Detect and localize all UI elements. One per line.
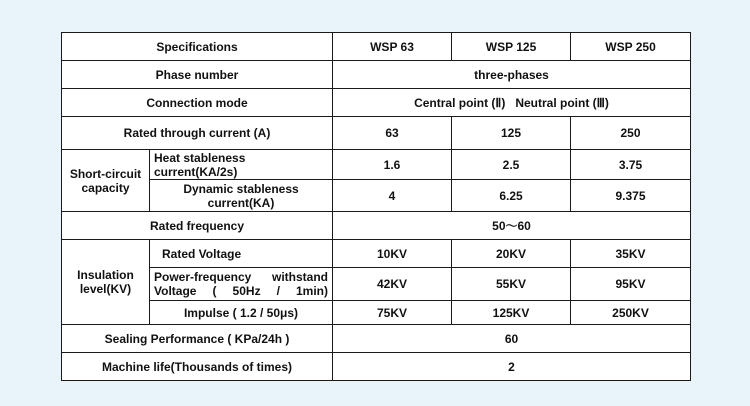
- specifications-table: [61, 32, 691, 381]
- impulse-label: Impulse ( 1.2 / 50μs): [150, 301, 333, 325]
- row-dynamic-stableness: [62, 180, 691, 212]
- heat-stableness-wsp-125: 2.5: [452, 150, 571, 180]
- connection-mode-value: Central point (Ⅱ) Neutral point (Ⅲ): [333, 89, 691, 117]
- row-rated-through-current: [62, 117, 691, 150]
- row-impulse: [62, 301, 691, 325]
- rated-frequency-label: Rated frequency: [62, 212, 333, 240]
- heat-stableness-wsp-63: 1.6: [333, 150, 452, 180]
- header-model-wsp-125: WSP 125: [452, 33, 571, 61]
- row-heat-stableness: [62, 150, 691, 180]
- header-specifications: Specifications: [62, 33, 333, 61]
- power-frequency-wsp-125: 55KV: [452, 268, 571, 301]
- rated-through-current-wsp-250: 250: [571, 117, 691, 150]
- impulse-wsp-250: 250KV: [571, 301, 691, 325]
- rated-through-current-label: Rated through current (A): [62, 117, 333, 150]
- sealing-performance-value: 60: [333, 325, 691, 353]
- rated-voltage-wsp-125: 20KV: [452, 240, 571, 268]
- row-connection-mode: [62, 89, 691, 117]
- short-circuit-capacity-label: Short-circuit capacity: [62, 150, 150, 212]
- header-model-wsp-63: WSP 63: [333, 33, 452, 61]
- machine-life-label: Machine life(Thousands of times): [62, 353, 333, 381]
- rated-voltage-wsp-250: 35KV: [571, 240, 691, 268]
- row-sealing-performance: [62, 325, 691, 353]
- machine-life-value: 2: [333, 353, 691, 381]
- power-frequency-wsp-250: 95KV: [571, 268, 691, 301]
- heat-stableness-label: Heat stableness current(KA/2s): [150, 150, 333, 180]
- dynamic-stableness-wsp-125: 6.25: [452, 180, 571, 212]
- insulation-level-label: Insulation level(KV): [62, 240, 150, 325]
- rated-through-current-wsp-63: 63: [333, 117, 452, 150]
- row-power-frequency: [62, 268, 691, 301]
- row-rated-voltage: [62, 240, 691, 268]
- row-phase-number: [62, 61, 691, 89]
- rated-frequency-value: 50～60: [333, 212, 691, 240]
- power-frequency-wsp-63: 42KV: [333, 268, 452, 301]
- row-rated-frequency: [62, 212, 691, 240]
- sealing-performance-label: Sealing Performance ( KPa/24h ): [62, 325, 333, 353]
- rated-voltage-wsp-63: 10KV: [333, 240, 452, 268]
- heat-stableness-wsp-250: 3.75: [571, 150, 691, 180]
- phase-number-value: three-phases: [333, 61, 691, 89]
- dynamic-stableness-wsp-250: 9.375: [571, 180, 691, 212]
- connection-mode-label: Connection mode: [62, 89, 333, 117]
- impulse-wsp-63: 75KV: [333, 301, 452, 325]
- dynamic-stableness-label: Dynamic stableness current(KA): [150, 180, 333, 212]
- rated-through-current-wsp-125: 125: [452, 117, 571, 150]
- header-row: [62, 33, 691, 61]
- rated-voltage-label: Rated Voltage: [150, 240, 333, 268]
- header-model-wsp-250: WSP 250: [571, 33, 691, 61]
- dynamic-stableness-wsp-63: 4: [333, 180, 452, 212]
- impulse-wsp-125: 125KV: [452, 301, 571, 325]
- row-machine-life: [62, 353, 691, 381]
- phase-number-label: Phase number: [62, 61, 333, 89]
- power-frequency-label: Power-frequency withstand Voltage ( 50Hz / 1min): [150, 268, 333, 301]
